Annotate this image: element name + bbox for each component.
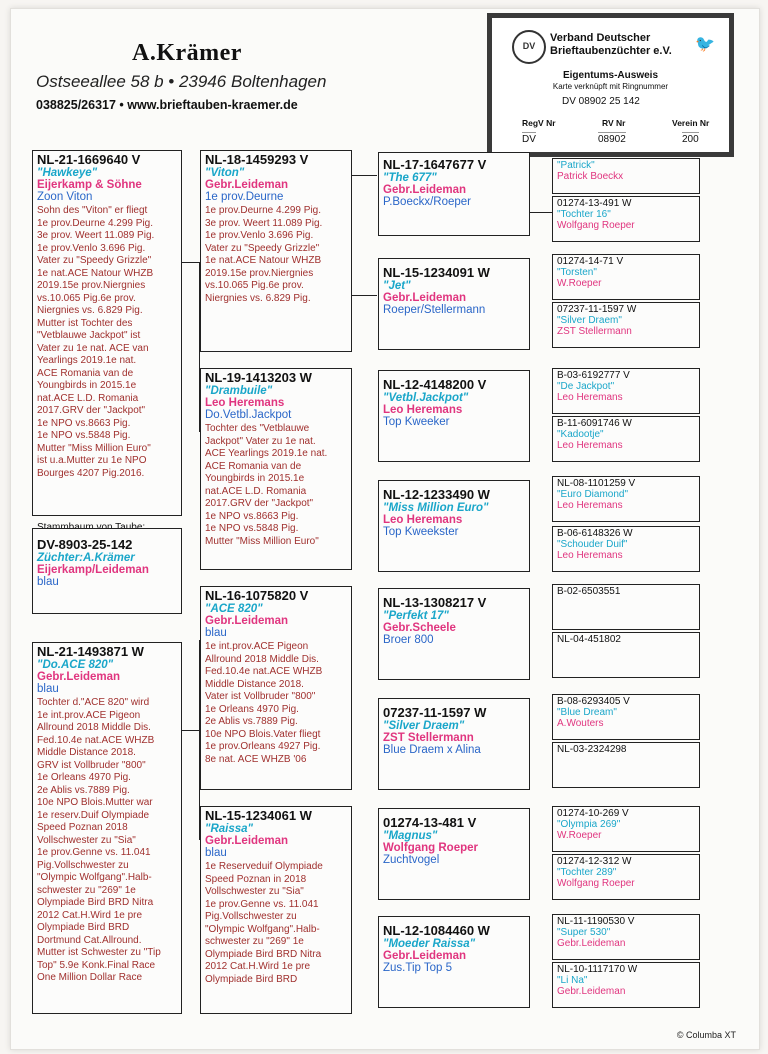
card-value-rv: 08902 [598,134,626,145]
gp-color: Do.Vetbl.Jackpot [205,409,292,421]
great-grandparent-box [378,152,530,236]
great-grandparent-box [378,480,530,572]
card-label-verein: Verein Nr [672,118,710,128]
gggp-box [552,694,700,740]
mother-box [32,642,182,1014]
gggp-owner: Leo Heremans [557,500,623,511]
ggp-owner: Wolfgang Roeper [383,842,478,854]
ggp-owner: Gebr.Leideman [383,184,467,196]
ggp-ring: NL-15-1234091 W [383,265,490,280]
gggp-ring: 01274-13-491 W [557,198,632,209]
ggp-ring: 01274-13-481 V [383,815,477,830]
gggp-name: "Silver Draem" [557,315,622,326]
ggp-owner: Gebr.Leideman [383,950,467,962]
gp-owner: Gebr.Leideman [205,835,289,847]
gp-description: 1e prov.Deurne 4.299 Pig. 3e prov. Weert 11.089 Pig. 1e prov.Venlo 3.696 Pig. Vater zu "Speedy Grizzle" 1e nat.ACE Natour WHZB 2019.15e prov.Niergnies vs.10.065 Pig.6e prov. Niergnies vs. 6.829 Pig. [205,205,323,304]
ggp-name: "Miss Million Euro" [383,502,489,514]
gggp-box [552,302,700,348]
software-credit: © Columba XT [676,1030,736,1040]
ggp-color: Roeper/Stellermann [383,304,486,316]
gggp-name: "De Jackpot" [557,381,615,392]
gp-description: Tochter des "Vetblauwe Jackpot" Vater zu 1e nat. ACE Yearlings 2019.1e nat. ACE Romania van de Youngbirds in 2015.1e nat.ACE L.D. Romania 2017.GRV der "Jackpot" 1e NPO vs.8663 Pig. 1e NPO vs.5848 Pig. Mutter "Miss Million Euro" [205,423,328,547]
gggp-owner: A.Wouters [557,718,604,729]
gggp-ring: 01274-10-269 V [557,808,629,819]
gggp-owner: Gebr.Leideman [557,938,626,949]
gggp-box [552,584,700,630]
great-grandparent-box [378,808,530,900]
subject-owner: Eijerkamp/Leideman [37,564,149,576]
ggp-name: "Magnus" [383,830,438,842]
breeder-address: Ostseeallee 58 b • 23946 Boltenhagen [36,72,327,91]
gp-owner: Gebr.Leideman [205,615,289,627]
mother-description: Tochter d."ACE 820" wird 1e int.prov.ACE Pigeon Allround 2018 Middle Dis. Fed.10.4e nat.ACE WHZB Middle Distance 2018. GRV ist Vollbruder "800" 1e Orleans 4970 Pig. 2e Ablis vs.7889 Pig. 10e NPO Blois.Mutter war 1e reserv.Duif Olympiade Speed Poznan 2018 Vollschwester zu "Sia" 1e prov.Genne vs. 11.041 Pig.Vollschwester zu "Olympic Wolfgang".Halb- schwester zu "269" 1e Olympiade Bird BRD Nitra 2012 Cat.H.Wird 1e pre Olympiade Bird BRD Dortmund Cat.Allround. Mutter ist Schwester zu "Tip Top" 5.9e Konk.Final Race One Million Dollar Race [37,697,161,983]
card-org-line2: Brieftaubenzüchter e.V. [550,45,672,57]
gggp-name: "Patrick" [557,160,595,171]
gggp-box [552,368,700,414]
ggp-color: Broer 800 [383,634,434,646]
gggp-name: "Super 530" [557,927,611,938]
ggp-color: Blue Draem x Alina [383,744,481,756]
gp-owner: Leo Heremans [205,397,285,409]
gggp-owner: W.Roeper [557,278,602,289]
connector [530,212,552,213]
gggp-box [552,742,700,788]
gp-color: 1e prov.Deurne [205,191,284,203]
ggp-color: P.Boeckx/Roeper [383,196,472,208]
ggp-name: "Moeder Raissa" [383,938,476,950]
gggp-ring: NL-08-1101259 V [557,478,636,489]
ggp-ring: NL-17-1647677 V [383,157,487,172]
gggp-name: "Tochter 16" [557,209,611,220]
ggp-ring: NL-12-1233490 W [383,487,490,502]
gggp-owner: Wolfgang Roeper [557,878,635,889]
ggp-ring: 07237-11-1597 W [383,705,487,720]
card-title: Eigentums-Ausweis [562,70,659,81]
gggp-owner: Leo Heremans [557,440,623,451]
ggp-name: "Vetbl.Jackpot" [383,392,469,404]
great-grandparent-box [378,588,530,680]
mother-name: "Do.ACE 820" [37,659,114,671]
gp-name: "Raissa" [205,823,253,835]
ggp-owner: ZST Stellermann [383,732,474,744]
ggp-color: Top Kweeker [383,416,450,428]
gp-ring: NL-15-1234061 W [205,808,312,823]
gggp-box [552,158,700,194]
ggp-name: "Perfekt 17" [383,610,449,622]
father-name: "Hawkeye" [37,167,98,179]
card-label-rv: RV Nr [602,118,626,128]
gp-color: blau [205,847,227,859]
great-grandparent-box [378,258,530,350]
gggp-ring: 01274-12-312 W [557,856,632,867]
gp-name: "ACE 820" [205,603,263,615]
gggp-owner: Gebr.Leideman [557,986,626,997]
breeder-name: A.Krämer [132,40,242,66]
gggp-ring: NL-03-2324298 [557,744,627,755]
gggp-ring: B-03-6192777 V [557,370,630,381]
gggp-owner: W.Roeper [557,830,602,841]
gggp-name: "Tochter 289" [557,867,617,878]
gp-description: 1e Reserveduif Olympiade Speed Poznan in 2018 Vollschwester zu "Sia" 1e prov.Genne vs. 11.041 Pig.Vollschwester zu "Olympic Wolfgang".Halb- schwester zu "269" 1e Olympiade Bird BRD Nitra 2012 Cat.H.Wird 1e pre Olympiade Bird BRD [205,861,323,985]
ggp-name: "Jet" [383,280,411,292]
ggp-ring: NL-12-1084460 W [383,923,490,938]
grandparent-box [200,150,352,352]
gggp-box [552,962,700,1008]
card-org [550,32,672,58]
ggp-color: Top Kweekster [383,526,459,538]
gggp-ring: NL-10-1117170 W [557,964,638,975]
gggp-owner: Leo Heremans [557,392,623,403]
gggp-owner: Leo Heremans [557,550,623,561]
gp-ring: NL-18-1459293 V [205,152,309,167]
gggp-owner: ZST Stellermann [557,326,632,337]
gp-name: "Drambuile" [205,385,273,397]
grandparent-box [200,368,352,570]
gggp-name: "Euro Diamond" [557,489,629,500]
grandparent-box [200,586,352,790]
ggp-color: Zus.Tip Top 5 [383,962,453,974]
subject-color: blau [37,576,59,588]
gggp-box [552,196,700,242]
connector [182,730,200,731]
gggp-name: "Kadootje" [557,429,604,440]
gggp-ring: B-11-6091746 W [557,418,632,429]
gggp-name: "Olympia 269" [557,819,621,830]
mother-ring: NL-21-1493871 W [37,644,144,659]
gggp-name: "Li Na" [557,975,588,986]
father-ring: NL-21-1669640 V [37,152,141,167]
great-grandparent-box [378,698,530,790]
pigeon-icon: 🐦 [695,36,715,53]
ownership-card [487,13,734,157]
grandparent-box [200,806,352,1014]
ggp-color: Zuchtvogel [383,854,440,866]
gggp-ring: B-06-6148326 W [557,528,633,539]
vdb-logo-icon: DV [512,30,546,64]
gp-color: blau [205,627,227,639]
gggp-box [552,914,700,960]
gggp-box [552,254,700,300]
father-description: Sohn des "Viton" er fliegt 1e prov.Deurne 4.299 Pig. 3e prov. Weert 11.089 Pig. 1e prov.Venlo 3.696 Pig. Vater zu "Speedy Grizzle" 1e nat.ACE Natour WHZB 2019.15e prov.Niergnies vs.10.065 Pig.6e prov. Niergnies vs. 6.829 Pig. Mutter ist Tochter des "Vetblauwe Jackpot" ist Vater zu 1e nat. ACE van Yearlings 2019.1e nat. ACE Romania van de Youngbirds in 2015.1e nat.ACE L.D. Romania 2017.GRV der "Jackpot" 1e NPO vs.8663 Pig. 1e NPO vs.5848 Pig. Mutter "Miss Million Euro" ist u.a.Mutter zu 1e NPO Bourges 4207 Pig.2016. [37,205,155,479]
card-value-verein: 200 [682,134,699,145]
gp-ring: NL-19-1413203 W [205,370,312,385]
gggp-name: "Torsten" [557,267,597,278]
great-grandparent-box [378,370,530,462]
ggp-ring: NL-12-4148200 V [383,377,487,392]
subject-ring: DV-8903-25-142 [37,537,133,552]
gggp-box [552,806,700,852]
mother-color: blau [37,683,59,695]
gggp-ring: NL-11-1190530 V [557,916,635,927]
ggp-name: "The 677" [383,172,437,184]
ggp-ring: NL-13-1308217 V [383,595,487,610]
gggp-box [552,476,700,522]
connector [182,262,200,263]
gggp-ring: 01274-14-71 V [557,256,624,267]
gggp-ring: 07237-11-1597 W [557,304,637,315]
gggp-name: "Schouder Duif" [557,539,628,550]
subject-breeder: Züchter:A.Krämer [37,552,135,564]
card-org-line1: Verband Deutscher [550,32,651,44]
breeder-contact: 038825/26317 • www.brieftauben-kraemer.de [36,98,298,112]
gggp-box [552,632,700,678]
card-label-regv: RegV Nr [522,118,556,128]
card-value-regv: DV [522,134,536,145]
gggp-box [552,854,700,900]
gggp-ring: B-02-6503551 [557,586,621,597]
connector [352,175,377,296]
ggp-owner: Gebr.Scheele [383,622,456,634]
gggp-ring: B-08-6293405 V [557,696,630,707]
great-grandparent-box [378,916,530,1008]
ggp-owner: Leo Heremans [383,404,463,416]
ggp-owner: Leo Heremans [383,514,463,526]
ggp-name: "Silver Draem" [383,720,465,732]
gggp-box [552,526,700,572]
mother-owner: Gebr.Leideman [37,671,121,683]
gggp-box [552,416,700,462]
father-owner: Eijerkamp & Söhne [37,179,142,191]
gp-name: "Viton" [205,167,245,179]
gp-owner: Gebr.Leideman [205,179,289,191]
gp-ring: NL-16-1075820 V [205,588,309,603]
card-subtitle: Karte verknüpft mit Ringnummer [552,82,669,91]
gggp-name: "Blue Dream" [557,707,617,718]
ggp-owner: Gebr.Leideman [383,292,467,304]
card-ring-number: DV 08902 25 142 [562,96,640,107]
father-box [32,150,182,516]
gggp-owner: Patrick Boeckx [557,171,624,182]
gggp-ring: NL-04-451802 [557,634,621,645]
father-color: Zoon Viton [37,191,93,203]
gp-description: 1e int.prov.ACE Pigeon Allround 2018 Middle Dis. Fed.10.4e nat.ACE WHZB Middle Distance 2018. Vater ist Vollbruder "800" 1e Orleans 4970 Pig. 2e Ablis vs.7889 Pig. 10e NPO Blois.Vater fliegt 1e prov.Orleans 4927 Pig. 8e nat. ACE WHZB '06 [205,641,323,765]
gggp-owner: Wolfgang Roeper [557,220,635,231]
subject-box [32,528,182,614]
